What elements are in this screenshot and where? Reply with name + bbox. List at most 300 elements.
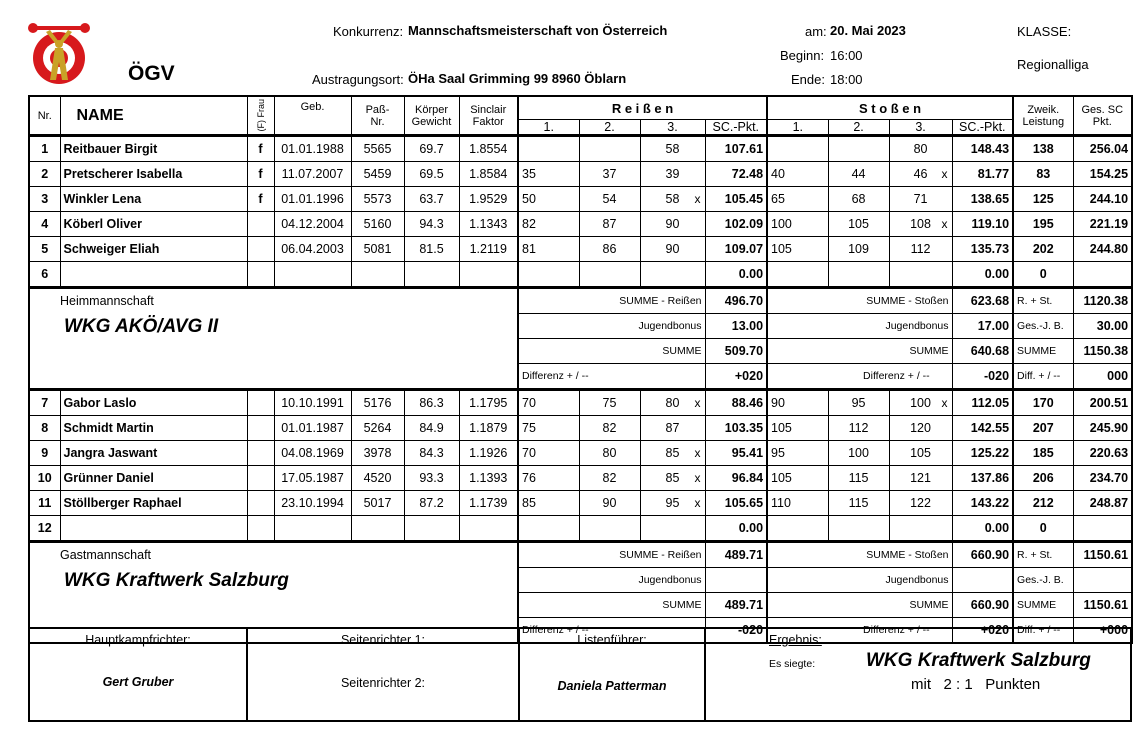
ergebnis-box bbox=[706, 629, 1130, 720]
row-nr: 6 bbox=[29, 262, 60, 288]
cj-3-value: 122 bbox=[910, 496, 931, 510]
snatch-2 bbox=[579, 262, 640, 288]
total-sc: 220.63 bbox=[1073, 441, 1132, 466]
results-table bbox=[28, 95, 1133, 644]
athlete-row bbox=[29, 516, 1132, 542]
snatch-sc: 72.48 bbox=[705, 162, 767, 187]
snatch-3 bbox=[640, 262, 705, 288]
snatch-3-value: 58 bbox=[665, 192, 680, 206]
frau-flag bbox=[247, 466, 274, 491]
stossen-sum-label: SUMME - Stoßen bbox=[767, 288, 952, 314]
col-name: NAME bbox=[60, 96, 247, 136]
pass-nr bbox=[351, 516, 404, 542]
stossen-sum-label: SUMME bbox=[767, 339, 952, 364]
snatch-3 bbox=[640, 237, 705, 262]
athlete-name: Stöllberger Raphael bbox=[60, 491, 247, 516]
cj-sc: 137.86 bbox=[952, 466, 1013, 491]
body-weight bbox=[404, 516, 459, 542]
team-label: Heimmannschaft bbox=[60, 294, 154, 308]
cj-3 bbox=[889, 162, 952, 187]
cj-3-value: 120 bbox=[910, 421, 931, 435]
body-weight: 87.2 bbox=[404, 491, 459, 516]
sieger-name: WKG Kraftwerk Salzburg bbox=[866, 650, 1091, 671]
row-nr: 8 bbox=[29, 416, 60, 441]
body-weight: 93.3 bbox=[404, 466, 459, 491]
cj-1: 105 bbox=[767, 416, 828, 441]
col-kg: Körper Gewicht bbox=[404, 96, 459, 136]
cj-3-value: 80 bbox=[913, 142, 928, 156]
hkr-label: Hauptkampfrichter: bbox=[85, 633, 191, 647]
cj-3-value: 46 bbox=[913, 167, 928, 181]
body-weight bbox=[404, 262, 459, 288]
invalid-mark: x bbox=[694, 396, 701, 410]
sinclair-factor bbox=[459, 516, 518, 542]
cj-sc: 0.00 bbox=[952, 516, 1013, 542]
frau-flag bbox=[247, 212, 274, 237]
birth-date: 23.10.1994 bbox=[274, 491, 351, 516]
ergebnis-label: Ergebnis: bbox=[769, 633, 822, 647]
snatch-3 bbox=[640, 416, 705, 441]
col-r3: 3. bbox=[640, 120, 705, 136]
cj-3 bbox=[889, 416, 952, 441]
cj-sc: 135.73 bbox=[952, 237, 1013, 262]
col-frau: (F) Frau bbox=[247, 96, 274, 136]
row-nr: 10 bbox=[29, 466, 60, 491]
total-kg: 0 bbox=[1013, 516, 1073, 542]
total-kg: 185 bbox=[1013, 441, 1073, 466]
athlete-name: Jangra Jaswant bbox=[60, 441, 247, 466]
total-sc: 200.51 bbox=[1073, 390, 1132, 416]
total-kg: 125 bbox=[1013, 187, 1073, 212]
snatch-2: 80 bbox=[579, 441, 640, 466]
snatch-sc: 103.35 bbox=[705, 416, 767, 441]
sinclair-factor: 1.1879 bbox=[459, 416, 518, 441]
score-line: mit 2 : 1 Punkten bbox=[911, 676, 1041, 693]
pass-nr: 5459 bbox=[351, 162, 404, 187]
col-reissen: R e i ß e n bbox=[518, 96, 767, 120]
sinclair-factor: 1.1739 bbox=[459, 491, 518, 516]
snatch-3 bbox=[640, 212, 705, 237]
sinclair-factor: 1.9529 bbox=[459, 187, 518, 212]
athlete-row bbox=[29, 441, 1132, 466]
cj-1: 110 bbox=[767, 491, 828, 516]
snatch-sc: 0.00 bbox=[705, 516, 767, 542]
pass-nr: 5081 bbox=[351, 237, 404, 262]
total-sum-value: 1150.61 bbox=[1073, 593, 1132, 618]
row-nr: 4 bbox=[29, 212, 60, 237]
athlete-name: Köberl Oliver bbox=[60, 212, 247, 237]
frau-flag bbox=[247, 441, 274, 466]
col-nr: Nr. bbox=[29, 96, 60, 136]
sinclair-factor: 1.2119 bbox=[459, 237, 518, 262]
cj-sc: 143.22 bbox=[952, 491, 1013, 516]
stossen-sum-label: SUMME - Stoßen bbox=[767, 542, 952, 568]
stossen-sum-value bbox=[952, 568, 1013, 593]
total-sum-value: +000 bbox=[1073, 618, 1132, 644]
snatch-2: 90 bbox=[579, 491, 640, 516]
stossen-sum-value: -020 bbox=[952, 364, 1013, 390]
snatch-3 bbox=[640, 162, 705, 187]
snatch-sc: 105.45 bbox=[705, 187, 767, 212]
athlete-name: Schweiger Eliah bbox=[60, 237, 247, 262]
am-value: 20. Mai 2023 bbox=[830, 23, 906, 38]
col-ges: Ges. SC Pkt. bbox=[1073, 96, 1132, 136]
total-kg: 206 bbox=[1013, 466, 1073, 491]
total-sum-label: Diff. + / -- bbox=[1013, 364, 1073, 390]
reissen-sum-value: -020 bbox=[705, 618, 767, 644]
summary-row bbox=[29, 542, 1132, 568]
total-sc: 244.80 bbox=[1073, 237, 1132, 262]
cj-sc: 125.22 bbox=[952, 441, 1013, 466]
cj-3 bbox=[889, 187, 952, 212]
athlete-name: Grünner Daniel bbox=[60, 466, 247, 491]
cj-2: 105 bbox=[828, 212, 889, 237]
snatch-1: 35 bbox=[518, 162, 579, 187]
athlete-name: Pretscherer Isabella bbox=[60, 162, 247, 187]
sr2-label: Seitenrichter 2: bbox=[340, 676, 426, 690]
stossen-sum-label: Jugendbonus bbox=[767, 568, 952, 593]
sinclair-factor: 1.1343 bbox=[459, 212, 518, 237]
frau-flag bbox=[247, 416, 274, 441]
total-sc: 248.87 bbox=[1073, 491, 1132, 516]
stossen-sum-label: Differenz + / -- bbox=[767, 618, 952, 644]
cj-3 bbox=[889, 491, 952, 516]
col-s1: 1. bbox=[767, 120, 828, 136]
stossen-sum-value: +020 bbox=[952, 618, 1013, 644]
snatch-3-value: 85 bbox=[665, 446, 680, 460]
total-kg: 170 bbox=[1013, 390, 1073, 416]
snatch-1: 76 bbox=[518, 466, 579, 491]
cj-3 bbox=[889, 390, 952, 416]
snatch-1 bbox=[518, 516, 579, 542]
col-pass: Paß- Nr. bbox=[351, 96, 404, 136]
athlete-row bbox=[29, 390, 1132, 416]
total-sc: 245.90 bbox=[1073, 416, 1132, 441]
sinclair-factor: 1.1393 bbox=[459, 466, 518, 491]
birth-date: 01.01.1987 bbox=[274, 416, 351, 441]
total-kg: 83 bbox=[1013, 162, 1073, 187]
cj-2 bbox=[828, 136, 889, 162]
total-sum-label: R. + St. bbox=[1013, 542, 1073, 568]
reissen-sum-value: 489.71 bbox=[705, 593, 767, 618]
cj-1: 105 bbox=[767, 237, 828, 262]
athlete-row bbox=[29, 187, 1132, 212]
snatch-2 bbox=[579, 516, 640, 542]
konkurrenz-label: Konkurrenz: bbox=[333, 24, 404, 39]
reissen-sum-value: 489.71 bbox=[705, 542, 767, 568]
cj-3 bbox=[889, 237, 952, 262]
pass-nr: 5573 bbox=[351, 187, 404, 212]
snatch-2: 75 bbox=[579, 390, 640, 416]
athlete-row bbox=[29, 136, 1132, 162]
birth-date: 17.05.1987 bbox=[274, 466, 351, 491]
org-name: ÖGV bbox=[128, 62, 175, 85]
snatch-sc: 96.84 bbox=[705, 466, 767, 491]
total-sum-value: 30.00 bbox=[1073, 314, 1132, 339]
cj-3 bbox=[889, 516, 952, 542]
cj-1: 40 bbox=[767, 162, 828, 187]
total-kg: 138 bbox=[1013, 136, 1073, 162]
total-sum-label: SUMME bbox=[1013, 339, 1073, 364]
klasse-value: Regionalliga bbox=[1017, 57, 1089, 72]
ort-label: Austragungsort: bbox=[312, 72, 404, 87]
cj-sc: 142.55 bbox=[952, 416, 1013, 441]
row-nr: 3 bbox=[29, 187, 60, 212]
cj-1: 65 bbox=[767, 187, 828, 212]
reissen-sum-value: 509.70 bbox=[705, 339, 767, 364]
stossen-sum-label: Jugendbonus bbox=[767, 314, 952, 339]
cj-1: 95 bbox=[767, 441, 828, 466]
reissen-sum-label: Jugendbonus bbox=[518, 568, 705, 593]
cj-2: 112 bbox=[828, 416, 889, 441]
reissen-sum-value: 13.00 bbox=[705, 314, 767, 339]
snatch-3 bbox=[640, 136, 705, 162]
row-nr: 9 bbox=[29, 441, 60, 466]
snatch-sc: 105.65 bbox=[705, 491, 767, 516]
total-sum-label: Diff. + / -- bbox=[1013, 618, 1073, 644]
cj-3 bbox=[889, 441, 952, 466]
sinclair-factor: 1.8554 bbox=[459, 136, 518, 162]
athlete-row bbox=[29, 416, 1132, 441]
row-nr: 11 bbox=[29, 491, 60, 516]
snatch-1: 81 bbox=[518, 237, 579, 262]
am-label: am: bbox=[805, 24, 827, 39]
siegte-label: Es siegte: bbox=[769, 658, 816, 670]
cj-3 bbox=[889, 466, 952, 491]
cj-3 bbox=[889, 262, 952, 288]
cj-3-value: 112 bbox=[910, 242, 931, 256]
row-nr: 1 bbox=[29, 136, 60, 162]
snatch-3 bbox=[640, 466, 705, 491]
snatch-3-value: 90 bbox=[665, 217, 680, 231]
pass-nr: 5264 bbox=[351, 416, 404, 441]
col-zweik: Zweik. Leistung bbox=[1013, 96, 1073, 136]
row-nr: 7 bbox=[29, 390, 60, 416]
stossen-sum-value: 623.68 bbox=[952, 288, 1013, 314]
frau-flag bbox=[247, 516, 274, 542]
body-weight: 94.3 bbox=[404, 212, 459, 237]
athlete-name: Reitbauer Birgit bbox=[60, 136, 247, 162]
snatch-sc: 109.07 bbox=[705, 237, 767, 262]
body-weight: 84.3 bbox=[404, 441, 459, 466]
cj-3-value: 71 bbox=[913, 192, 928, 206]
snatch-3-value: 58 bbox=[665, 142, 680, 156]
cj-3-value: 108 bbox=[910, 217, 931, 231]
total-sc: 221.19 bbox=[1073, 212, 1132, 237]
snatch-2: 54 bbox=[579, 187, 640, 212]
cj-sc: 119.10 bbox=[952, 212, 1013, 237]
birth-date bbox=[274, 262, 351, 288]
cj-3-value: 121 bbox=[910, 471, 931, 485]
athlete-row bbox=[29, 212, 1132, 237]
snatch-3 bbox=[640, 441, 705, 466]
snatch-1: 75 bbox=[518, 416, 579, 441]
invalid-mark: x bbox=[694, 496, 701, 510]
cj-1: 100 bbox=[767, 212, 828, 237]
total-kg: 195 bbox=[1013, 212, 1073, 237]
body-weight: 69.7 bbox=[404, 136, 459, 162]
reissen-sum-value: +020 bbox=[705, 364, 767, 390]
col-stossen: S t o ß e n bbox=[767, 96, 1013, 120]
cj-3-value: 100 bbox=[910, 396, 931, 410]
total-sum-value: 1120.38 bbox=[1073, 288, 1132, 314]
col-r2: 2. bbox=[579, 120, 640, 136]
snatch-2: 86 bbox=[579, 237, 640, 262]
cj-1: 105 bbox=[767, 466, 828, 491]
total-sc: 234.70 bbox=[1073, 466, 1132, 491]
body-weight: 63.7 bbox=[404, 187, 459, 212]
body-weight: 69.5 bbox=[404, 162, 459, 187]
snatch-sc: 88.46 bbox=[705, 390, 767, 416]
snatch-3 bbox=[640, 187, 705, 212]
snatch-3-value: 39 bbox=[665, 167, 680, 181]
birth-date: 04.08.1969 bbox=[274, 441, 351, 466]
snatch-3 bbox=[640, 516, 705, 542]
beginn-value: 16:00 bbox=[830, 48, 863, 63]
cj-2: 95 bbox=[828, 390, 889, 416]
total-kg: 0 bbox=[1013, 262, 1073, 288]
snatch-sc: 107.61 bbox=[705, 136, 767, 162]
snatch-3-value: 85 bbox=[665, 471, 680, 485]
footer-officials bbox=[28, 627, 1132, 722]
snatch-3 bbox=[640, 491, 705, 516]
reissen-sum-label: Differenz + / -- bbox=[518, 618, 705, 644]
birth-date: 01.01.1988 bbox=[274, 136, 351, 162]
pass-nr: 5176 bbox=[351, 390, 404, 416]
snatch-sc: 102.09 bbox=[705, 212, 767, 237]
total-sc: 244.10 bbox=[1073, 187, 1132, 212]
reissen-sum-label: SUMME bbox=[518, 593, 705, 618]
reissen-sum-label: SUMME bbox=[518, 339, 705, 364]
invalid-mark: x bbox=[694, 446, 701, 460]
athlete-row bbox=[29, 491, 1132, 516]
reissen-sum-label: SUMME - Reißen bbox=[518, 288, 705, 314]
konkurrenz-value: Mannschaftsmeisterschaft von Österreich bbox=[408, 23, 668, 38]
stossen-sum-label: Differenz + / -- bbox=[767, 364, 952, 390]
total-kg: 202 bbox=[1013, 237, 1073, 262]
frau-flag: f bbox=[247, 187, 274, 212]
lf-label: Listenführer: bbox=[577, 633, 647, 647]
stossen-sum-value: 660.90 bbox=[952, 593, 1013, 618]
invalid-mark: x bbox=[941, 167, 948, 181]
snatch-3-value: 80 bbox=[665, 396, 680, 410]
body-weight: 81.5 bbox=[404, 237, 459, 262]
pass-nr: 5017 bbox=[351, 491, 404, 516]
pass-nr: 5160 bbox=[351, 212, 404, 237]
frau-flag bbox=[247, 491, 274, 516]
cj-1: 90 bbox=[767, 390, 828, 416]
stossen-sum-value: 17.00 bbox=[952, 314, 1013, 339]
invalid-mark: x bbox=[694, 192, 701, 206]
birth-date: 11.07.2007 bbox=[274, 162, 351, 187]
total-sc bbox=[1073, 516, 1132, 542]
athlete-name: Schmidt Martin bbox=[60, 416, 247, 441]
stossen-sum-value: 640.68 bbox=[952, 339, 1013, 364]
total-sum-label: SUMME bbox=[1013, 593, 1073, 618]
col-r1: 1. bbox=[518, 120, 579, 136]
cj-sc: 148.43 bbox=[952, 136, 1013, 162]
col-geb: Geb. bbox=[274, 96, 351, 136]
invalid-mark: x bbox=[694, 471, 701, 485]
cj-1 bbox=[767, 136, 828, 162]
snatch-3 bbox=[640, 390, 705, 416]
cj-sc: 0.00 bbox=[952, 262, 1013, 288]
frau-flag bbox=[247, 262, 274, 288]
cj-1 bbox=[767, 262, 828, 288]
row-nr: 5 bbox=[29, 237, 60, 262]
birth-date: 10.10.1991 bbox=[274, 390, 351, 416]
snatch-2: 37 bbox=[579, 162, 640, 187]
cj-2: 68 bbox=[828, 187, 889, 212]
team-label: Gastmannschaft bbox=[60, 548, 152, 562]
birth-date: 04.12.2004 bbox=[274, 212, 351, 237]
cj-2: 100 bbox=[828, 441, 889, 466]
cj-2: 44 bbox=[828, 162, 889, 187]
cj-2: 109 bbox=[828, 237, 889, 262]
athlete-row bbox=[29, 262, 1132, 288]
team-name: WKG Kraftwerk Salzburg bbox=[64, 570, 289, 591]
athlete-row bbox=[29, 237, 1132, 262]
snatch-1 bbox=[518, 262, 579, 288]
hkr-box bbox=[30, 629, 248, 720]
lf-name: Daniela Patterman bbox=[557, 679, 667, 693]
col-rsc: SC.-Pkt. bbox=[705, 120, 767, 136]
frau-flag bbox=[247, 237, 274, 262]
total-sum-label: Ges.-J. B. bbox=[1013, 568, 1073, 593]
total-kg: 212 bbox=[1013, 491, 1073, 516]
lf-box bbox=[520, 629, 706, 720]
total-sum-label: R. + St. bbox=[1013, 288, 1073, 314]
reissen-sum-value bbox=[705, 568, 767, 593]
sinclair-factor: 1.8584 bbox=[459, 162, 518, 187]
col-s2: 2. bbox=[828, 120, 889, 136]
stossen-sum-label: SUMME bbox=[767, 593, 952, 618]
snatch-1: 85 bbox=[518, 491, 579, 516]
snatch-sc: 95.41 bbox=[705, 441, 767, 466]
snatch-2: 82 bbox=[579, 416, 640, 441]
snatch-2: 82 bbox=[579, 466, 640, 491]
row-nr: 2 bbox=[29, 162, 60, 187]
klasse-label: KLASSE: bbox=[1017, 24, 1072, 39]
sr1-label: Seitenrichter 1: bbox=[340, 633, 426, 647]
cj-sc: 112.05 bbox=[952, 390, 1013, 416]
athlete-row bbox=[29, 466, 1132, 491]
cj-2 bbox=[828, 516, 889, 542]
reissen-sum-label: Differenz + / -- bbox=[518, 364, 705, 390]
frau-flag: f bbox=[247, 136, 274, 162]
athlete-row bbox=[29, 162, 1132, 187]
birth-date: 01.01.1996 bbox=[274, 187, 351, 212]
snatch-3-value: 87 bbox=[665, 421, 680, 435]
athlete-name bbox=[60, 516, 247, 542]
total-sum-value: 1150.61 bbox=[1073, 542, 1132, 568]
snatch-1: 70 bbox=[518, 390, 579, 416]
total-sum-value bbox=[1073, 568, 1132, 593]
birth-date: 06.04.2003 bbox=[274, 237, 351, 262]
athlete-name: Winkler Lena bbox=[60, 187, 247, 212]
sr-box bbox=[248, 629, 520, 720]
snatch-2 bbox=[579, 136, 640, 162]
frau-flag: f bbox=[247, 162, 274, 187]
pass-nr bbox=[351, 262, 404, 288]
sinclair-factor: 1.1795 bbox=[459, 390, 518, 416]
col-s3: 3. bbox=[889, 120, 952, 136]
ort-value: ÖHa Saal Grimming 99 8960 Öblarn bbox=[408, 71, 627, 86]
snatch-3-value: 90 bbox=[665, 242, 680, 256]
reissen-sum-label: SUMME - Reißen bbox=[518, 542, 705, 568]
sinclair-factor bbox=[459, 262, 518, 288]
body-weight: 84.9 bbox=[404, 416, 459, 441]
